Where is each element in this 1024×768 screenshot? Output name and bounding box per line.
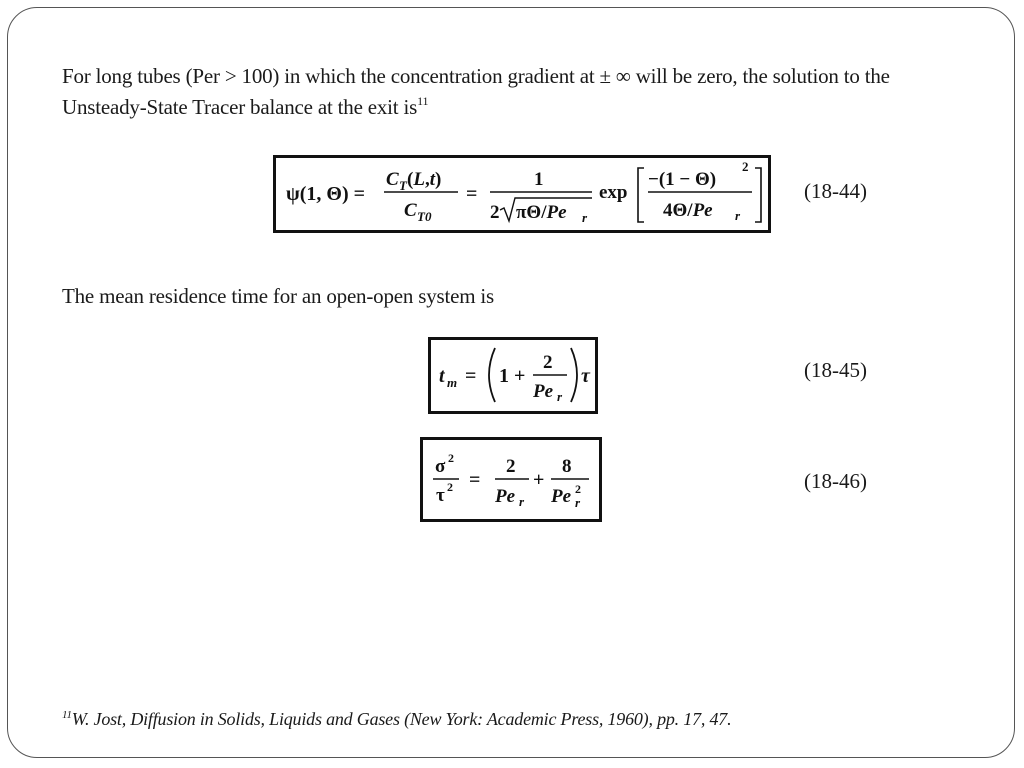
equation-18-45-box [428, 337, 598, 414]
svg-text:8: 8 [562, 456, 572, 477]
svg-text:2: 2 [447, 480, 453, 494]
svg-text:C: C [404, 200, 417, 221]
footnote-text: W. Jost, Diffusion in Solids, Liquids and Gases (New York: Academic Press, 1960), pp. 17, 47. [71, 709, 732, 729]
intro-paragraph [62, 61, 962, 123]
svg-text:−(1 − Θ): −(1 − Θ) [648, 169, 717, 190]
footnote [62, 709, 731, 730]
svg-text:=: = [466, 183, 478, 205]
svg-text:T0: T0 [417, 209, 432, 224]
svg-text:2: 2 [575, 482, 581, 496]
svg-text:r: r [519, 494, 525, 509]
footnote-marker: 11 [62, 709, 72, 721]
equation-number-18-46: (18-46) [804, 469, 867, 493]
intro-text: For long tubes (Per > 100) in which the concentration gradient at ± ∞ will be zero, the solution to the Unsteady-State Tracer balance at the exit is [62, 64, 890, 119]
svg-text:t: t [439, 365, 445, 387]
svg-text:2: 2 [490, 202, 500, 223]
svg-text:r: r [557, 389, 563, 404]
svg-text:τ: τ [436, 485, 445, 506]
svg-text:2: 2 [742, 159, 749, 174]
equation-18-46-box [420, 437, 602, 522]
svg-text:2: 2 [506, 456, 516, 477]
svg-text:(L,t): (L,t) [407, 169, 442, 190]
svg-text:1 +: 1 + [499, 365, 526, 387]
svg-text:m: m [447, 375, 458, 390]
svg-text:πΘ/Pe: πΘ/Pe [516, 202, 567, 223]
svg-text:C: C [386, 169, 399, 190]
svg-text:2: 2 [543, 352, 553, 373]
svg-text:τ: τ [581, 365, 590, 387]
equation-number-18-44: (18-44) [804, 179, 867, 203]
svg-text:σ: σ [435, 456, 446, 477]
svg-text:ψ(1, Θ) =: ψ(1, Θ) = [286, 183, 366, 205]
mean-residence-paragraph: The mean residence time for an open-open system is [62, 284, 495, 308]
svg-text:+: + [533, 469, 545, 491]
svg-text:4Θ/Pe: 4Θ/Pe [663, 200, 713, 221]
equation-18-44-graphic [276, 158, 768, 230]
svg-text:Pe: Pe [551, 486, 572, 507]
svg-text:=: = [469, 469, 481, 491]
svg-text:2: 2 [448, 451, 454, 465]
svg-text:r: r [582, 210, 588, 225]
equation-18-46-graphic [423, 440, 599, 519]
svg-text:1: 1 [534, 169, 544, 190]
intro-footnote-ref: 11 [417, 94, 429, 108]
svg-text:Pe: Pe [495, 486, 516, 507]
svg-text:Pe: Pe [533, 381, 554, 402]
svg-text:r: r [735, 208, 741, 223]
equation-18-44-box [273, 155, 771, 233]
svg-text:r: r [575, 495, 581, 510]
svg-text:T: T [399, 178, 407, 193]
svg-text:exp: exp [599, 182, 628, 203]
equation-number-18-45: (18-45) [804, 358, 867, 382]
equation-18-45-graphic [431, 340, 595, 411]
svg-text:=: = [465, 365, 477, 387]
